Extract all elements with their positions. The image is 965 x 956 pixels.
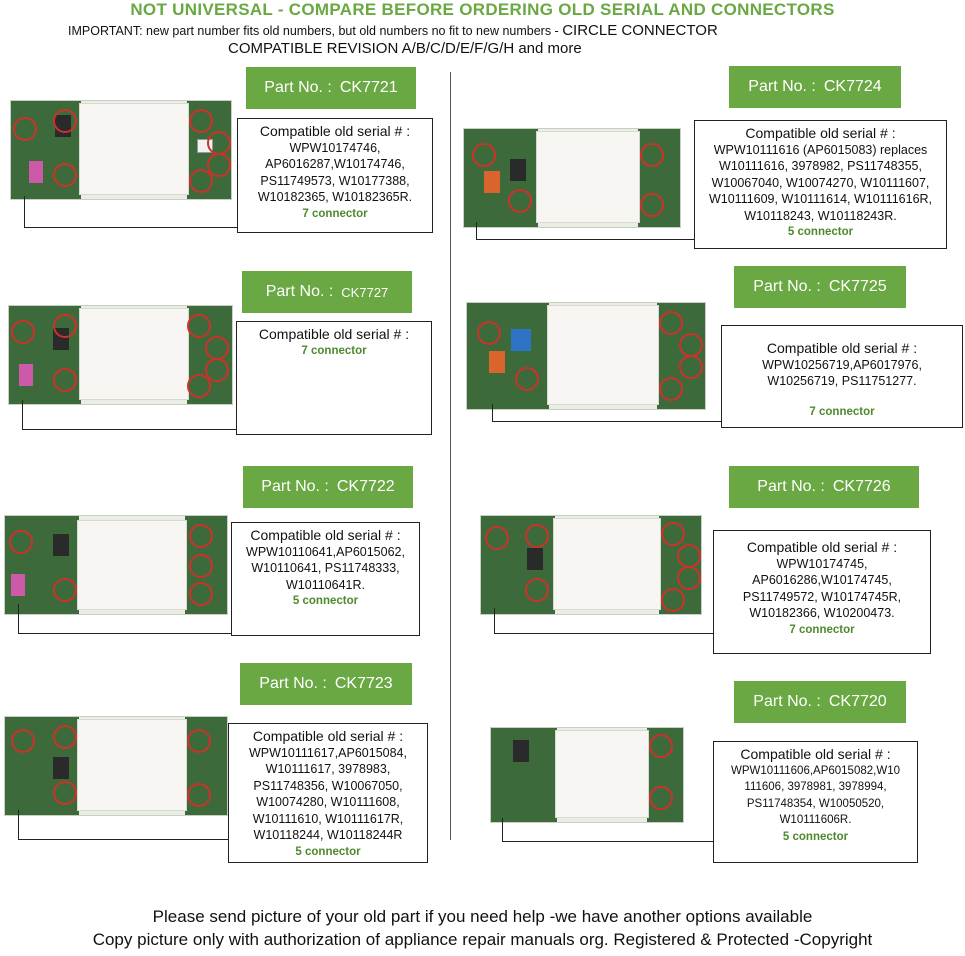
leader-line	[492, 404, 724, 422]
compatibility-box-ck7723	[228, 723, 428, 863]
compatible-heading: Compatible old serial # :	[740, 746, 891, 762]
page-title: NOT UNIVERSAL - COMPARE BEFORE ORDERING OLD SERIAL AND CONNECTORS	[130, 0, 835, 19]
important-circle-connector: CIRCLE CONNECTOR	[562, 22, 718, 39]
serial-line: W10111616, 3978982, PS11748355,	[719, 159, 922, 173]
control-board-image-ck7723	[4, 716, 228, 816]
serial-line: W10182365, W10182365R.	[257, 190, 413, 204]
part-number-badge-ck7720	[734, 681, 906, 723]
part-number: CK7723	[334, 675, 393, 692]
connector-count: 7 connector	[302, 207, 368, 220]
serial-line: PS11749572, W10174745R,	[742, 589, 902, 604]
connector-count: 7 connector	[301, 344, 367, 357]
serial-line: WPW10110641,AP6015062,	[246, 544, 405, 559]
compatible-heading: Compatible old serial # :	[746, 539, 898, 555]
part-label: Part No. :	[261, 478, 329, 495]
connector-count: 7 connector	[809, 405, 875, 418]
compatible-heading: Compatible old serial # :	[766, 340, 918, 356]
part-label: Part No. :	[753, 693, 821, 710]
serial-line: W10111617, 3978983,	[265, 762, 391, 776]
footer-help-text: Please send picture of your old part if you need help -we have another options available	[152, 907, 813, 926]
part-label: Part No. :	[264, 79, 332, 96]
serial-line: WPW10174745,	[776, 556, 868, 571]
serial-line: W10118244, W10118244R	[253, 828, 403, 842]
control-board-image-ck7725	[466, 302, 706, 410]
connector-count: 5 connector	[787, 226, 854, 238]
compatible-heading: Compatible old serial # :	[250, 527, 401, 543]
control-board-image-ck7724	[463, 128, 681, 228]
compatible-revision: COMPATIBLE REVISION A/B/C/D/E/F/G/H and more	[228, 40, 582, 57]
serial-line: W10256719, PS11751277.	[767, 374, 917, 388]
part-label: Part No. :	[748, 78, 816, 95]
compatibility-box-ck7726	[713, 530, 931, 654]
part-label: Part No. :	[259, 675, 327, 692]
compatibility-box-ck7727	[236, 321, 432, 435]
serial-line: W10182366, W10200473.	[749, 606, 895, 620]
serial-line: W10067040, W10074270, W10111607,	[711, 175, 930, 190]
serial-line: W10111609, W10111614, W10111616R,	[708, 192, 933, 206]
serial-line: W10110641, PS11748333,	[251, 561, 400, 575]
serial-line: W10118243, W10118243R.	[744, 208, 897, 223]
compatible-heading: Compatible old serial # :	[259, 123, 411, 139]
compatibility-box-ck7722	[231, 522, 420, 636]
serial-line: 111606, 3978981, 3978994,	[744, 781, 887, 793]
important-note	[68, 22, 718, 39]
part-number: CK7720	[828, 693, 887, 710]
part-number-badge-ck7723	[240, 663, 412, 705]
part-label: Part No. :	[757, 478, 825, 495]
serial-line: WPW10111617,AP6015084,	[249, 745, 407, 760]
part-number-badge-ck7724	[729, 66, 901, 108]
compatible-heading: Compatible old serial # :	[252, 728, 404, 744]
serial-line: PS11749573, W10177388,	[260, 173, 410, 188]
connector-count: 5 connector	[295, 845, 361, 858]
footer-copyright: Copy picture only with authorization of appliance repair manuals org. Registered & Protected -Copyright	[92, 930, 873, 949]
part-number-badge-ck7721	[246, 67, 416, 109]
connector-count: 5 connector	[292, 595, 359, 607]
serial-line: WPW10111616 (AP6015083) replaces	[713, 142, 928, 157]
part-number: CK7725	[828, 278, 887, 295]
leader-line	[18, 810, 234, 840]
part-number-badge-ck7726	[729, 466, 919, 508]
serial-line: PS11748356, W10067050,	[253, 778, 403, 793]
serial-line: W10074280, W10111608,	[256, 795, 400, 809]
control-board-image-ck7726	[480, 515, 702, 615]
part-number: CK7726	[832, 478, 891, 495]
compatibility-box-ck7725	[721, 325, 963, 428]
serial-line: AP6016287,W10174746,	[265, 157, 405, 171]
serial-line: WPW10256719,AP6017976,	[762, 357, 922, 372]
compatible-heading: Compatible old serial # :	[745, 125, 896, 141]
control-board-image-ck7722	[4, 515, 228, 615]
part-number: CK7727	[341, 284, 389, 300]
serial-line: W10111610, W10111617R,	[252, 811, 404, 826]
connector-count: 7 connector	[789, 623, 855, 636]
leader-line	[22, 400, 238, 430]
part-number-badge-ck7722	[243, 466, 413, 508]
compatibility-box-ck7724	[694, 120, 947, 249]
control-board-image-ck7721	[10, 100, 232, 200]
leader-line	[24, 196, 238, 228]
leader-line	[476, 222, 696, 240]
leader-line	[18, 604, 232, 634]
important-text: IMPORTANT: new part number fits old numbers, but old numbers no fit to new numbers -	[68, 24, 559, 38]
leader-line	[502, 818, 714, 842]
serial-line: AP6016286,W10174745,	[752, 573, 892, 587]
control-board-image-ck7720	[490, 727, 684, 823]
part-number-badge-ck7725	[734, 266, 906, 308]
part-number: CK7721	[339, 79, 398, 96]
part-number-badge-ck7727	[242, 271, 412, 313]
serial-line: WPW10111606,AP6015082,W10	[731, 764, 900, 777]
compatibility-box-ck7721	[237, 118, 433, 233]
connector-count: 5 connector	[782, 830, 849, 843]
part-number: CK7724	[823, 78, 882, 95]
serial-line: W10111606R.	[779, 814, 852, 826]
part-label: Part No. :	[753, 278, 821, 295]
compatibility-box-ck7720	[713, 741, 918, 863]
part-label: Part No. :	[265, 283, 334, 300]
leader-line	[494, 608, 716, 634]
compatible-heading: Compatible old serial # :	[258, 326, 410, 342]
control-board-image-ck7727	[8, 305, 233, 405]
center-divider	[450, 72, 451, 840]
serial-line: WPW10174746,	[289, 140, 381, 155]
part-number: CK7722	[336, 478, 395, 495]
serial-line: PS11748354, W10050520,	[746, 797, 885, 810]
serial-line: W10110641R.	[286, 577, 365, 592]
